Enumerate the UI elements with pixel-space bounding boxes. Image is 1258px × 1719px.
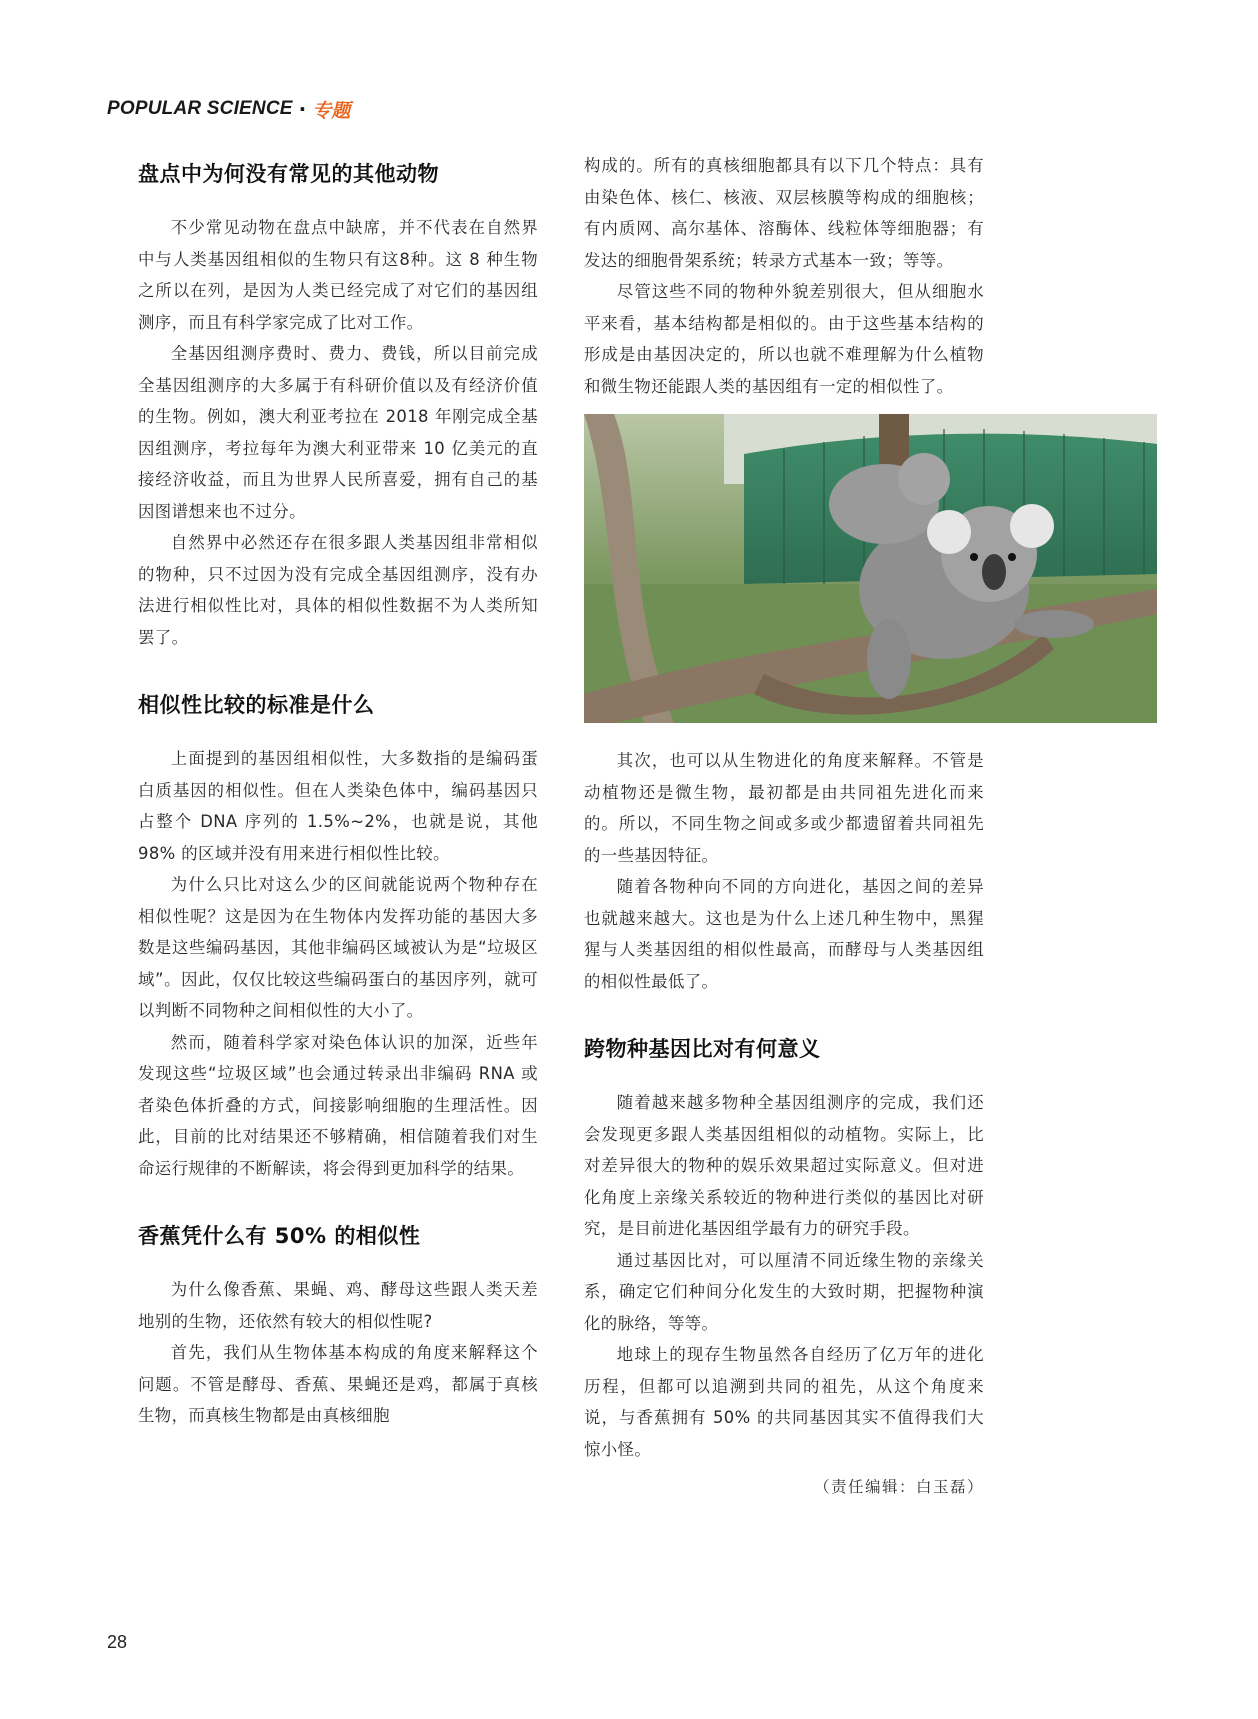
paragraph: 上面提到的基因组相似性，大多数指的是编码蛋白质基因的相似性。但在人类染色体中，编码基因只占整个 DNA 序列的 1.5%~2%，也就是说，其他 98% 的区域并没有用来进行相似性比较。 — [138, 749, 538, 863]
section-heading: 香蕉凭什么有 50% 的相似性 — [138, 1224, 421, 1248]
paragraph: 通过基因比对，可以厘清不同近缘生物的亲缘关系，确定它们种间分化发生的大致时期，把握物种演化的脉络，等等。 — [584, 1250, 984, 1333]
paragraph: 其次，也可以从生物进化的角度来解释。不管是动植物还是微生物，最初都是由共同祖先进化而来的。所以，不同生物之间或多或少都遗留着共同祖先的一些基因特征。 — [584, 751, 984, 865]
paragraph: 尽管这些不同的物种外貌差别很大，但从细胞水平来看，基本结构都是相似的。由于这些基本结构的形成是由基因决定的，所以也就不难理解为什么植物和微生物还能跟人类的基因组有一定的相似性了。 — [584, 282, 984, 396]
paragraph: 然而，随着科学家对染色体认识的加深，近些年发现这些“垃圾区域”也会通过转录出非编码 RNA 或者染色体折叠的方式，间接影响细胞的生理活性。因此，目前的比对结果还不够精确，相信随着我们对生命运行规律的不断解读，将会得到更加科学的结果。 — [138, 1032, 538, 1178]
header-separator: · — [298, 97, 307, 121]
left-column — [138, 150, 538, 1432]
paragraph: 地球上的现存生物虽然各自经历了亿万年的进化历程，但都可以追溯到共同的祖先，从这个角度来说，与香蕉拥有 50% 的共同基因其实不值得我们大惊小怪。 — [584, 1345, 984, 1459]
paragraph: 构成的。所有的真核细胞都具有以下几个特点：具有由染色体、核仁、核液、双层核膜等构成的细胞核；有内质网、高尔基体、溶酶体、线粒体等细胞器；有发达的细胞骨架系统；转录方式基本一致；等等。 — [584, 156, 984, 270]
paragraph: 随着各物种向不同的方向进化，基因之间的差异也就越来越大。这也是为什么上述几种生物中，黑猩猩与人类基因组的相似性最高，而酵母与人类基因组的相似性最低了。 — [584, 877, 984, 991]
section-heading: 盘点中为何没有常见的其他动物 — [138, 162, 439, 186]
koala-illustration — [584, 414, 1157, 723]
paragraph: 全基因组测序费时、费力、费钱，所以目前完成全基因组测序的大多属于有科研价值以及有经济价值的生物。例如，澳大利亚考拉在 2018 年刚完成全基因组测序，考拉每年为澳大利亚带来 10 亿美元的直接经济收益，而且为世界人民所喜爱，拥有自己的基因图谱想来也不过分。 — [138, 344, 538, 521]
magazine-name: POPULAR SCIENCE — [107, 98, 293, 119]
section-heading: 跨物种基因比对有何意义 — [584, 1037, 821, 1061]
page-header — [107, 94, 350, 124]
paragraph: 为什么只比对这么少的区间就能说两个物种存在相似性呢？这是因为在生物体内发挥功能的基因大多数是这些编码基因，其他非编码区域被认为是“垃圾区域”。因此，仅仅比较这些编码蛋白的基因序列，就可以判断不同物种之间相似性的大小了。 — [138, 875, 538, 1020]
paragraph: 随着越来越多物种全基因组测序的完成，我们还会发现更多跟人类基因组相似的动植物。实际上，比对差异很大的物种的娱乐效果超过实际意义。但对进化角度上亲缘关系较近的物种进行类似的基因比对研究，是目前进化基因组学最有力的研究手段。 — [584, 1093, 984, 1238]
koala-photo — [584, 414, 1157, 723]
right-column — [584, 150, 984, 1497]
page-number: 28 — [107, 1632, 128, 1652]
paragraph: 自然界中必然还存在很多跟人类基因组非常相似的物种，只不过因为没有完成全基因组测序，没有办法进行相似性比对，具体的相似性数据不为人类所知罢了。 — [138, 533, 538, 647]
paragraph: 为什么像香蕉、果蝇、鸡、酵母这些跟人类天差地别的生物，还依然有较大的相似性呢? — [138, 1280, 538, 1331]
editor-credit: （责任编辑：白玉磊） — [813, 1478, 984, 1496]
paragraph: 首先，我们从生物体基本构成的角度来解释这个问题。不管是酵母、香蕉、果蝇还是鸡，都属于真核生物，而真核生物都是由真核细胞 — [138, 1343, 538, 1425]
section-name: 专题 — [312, 99, 351, 122]
paragraph: 不少常见动物在盘点中缺席，并不代表在自然界中与人类基因组相似的生物只有这8种。这 8 种生物之所以在列，是因为人类已经完成了对它们的基因组测序，而且有科学家完成了比对工作。 — [138, 218, 538, 332]
section-heading: 相似性比较的标准是什么 — [138, 693, 375, 717]
